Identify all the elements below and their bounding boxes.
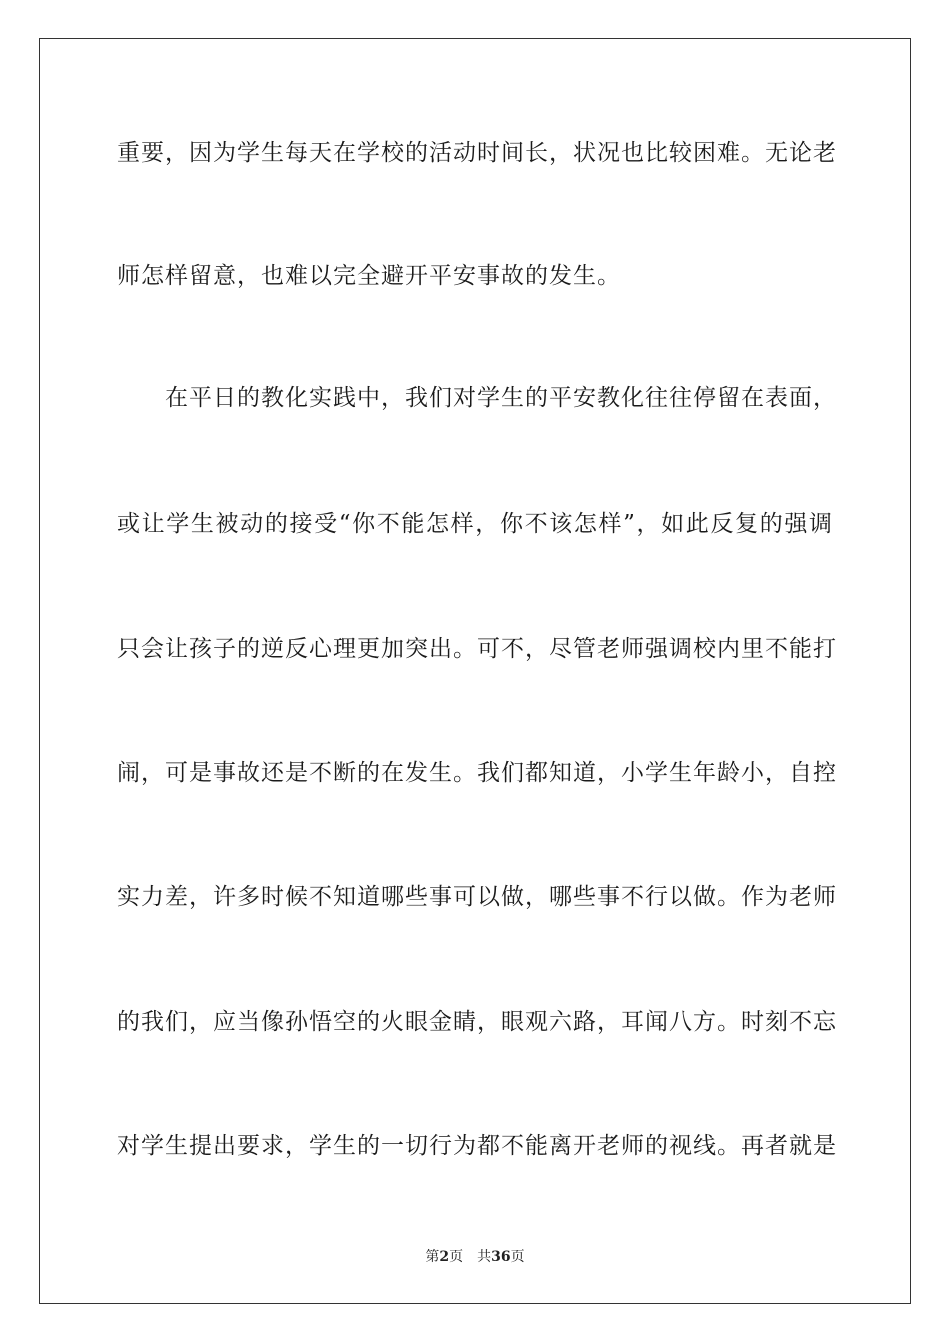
total-pages: 36 [491, 1249, 511, 1265]
text-line-6: 闹，可是事故还是不断的在发生。我们都知道，小学生年龄小，自控 [117, 760, 837, 786]
page-suffix: 页 [449, 1249, 464, 1265]
text-line-8: 的我们，应当像孙悟空的火眼金睛，眼观六路，耳闻八方。时刻不忘 [117, 1009, 837, 1035]
page-footer [0, 1248, 950, 1266]
page-prefix: 第 [425, 1249, 440, 1265]
total-suffix: 页 [510, 1249, 525, 1265]
text-line-3: 在平日的教化实践中，我们对学生的平安教化往往停留在表面， [165, 385, 837, 411]
page-number: 2 [439, 1249, 450, 1265]
page-frame [39, 38, 911, 1304]
text-line-1: 重要，因为学生每天在学校的活动时间长，状况也比较困难。无论老 [117, 140, 837, 166]
text-line-9: 对学生提出要求，学生的一切行为都不能离开老师的视线。再者就是 [117, 1133, 837, 1159]
text-line-2: 师怎样留意，也难以完全避开平安事故的发生。 [117, 263, 621, 289]
text-line-5: 只会让孩子的逆反心理更加突出。可不，尽管老师强调校内里不能打 [117, 636, 837, 662]
total-prefix: 共 [477, 1249, 492, 1265]
text-line-7: 实力差，许多时候不知道哪些事可以做，哪些事不行以做。作为老师 [117, 884, 837, 910]
text-line-4: 或让学生被动的接受“你不能怎样，你不该怎样”，如此反复的强调 [117, 511, 833, 537]
